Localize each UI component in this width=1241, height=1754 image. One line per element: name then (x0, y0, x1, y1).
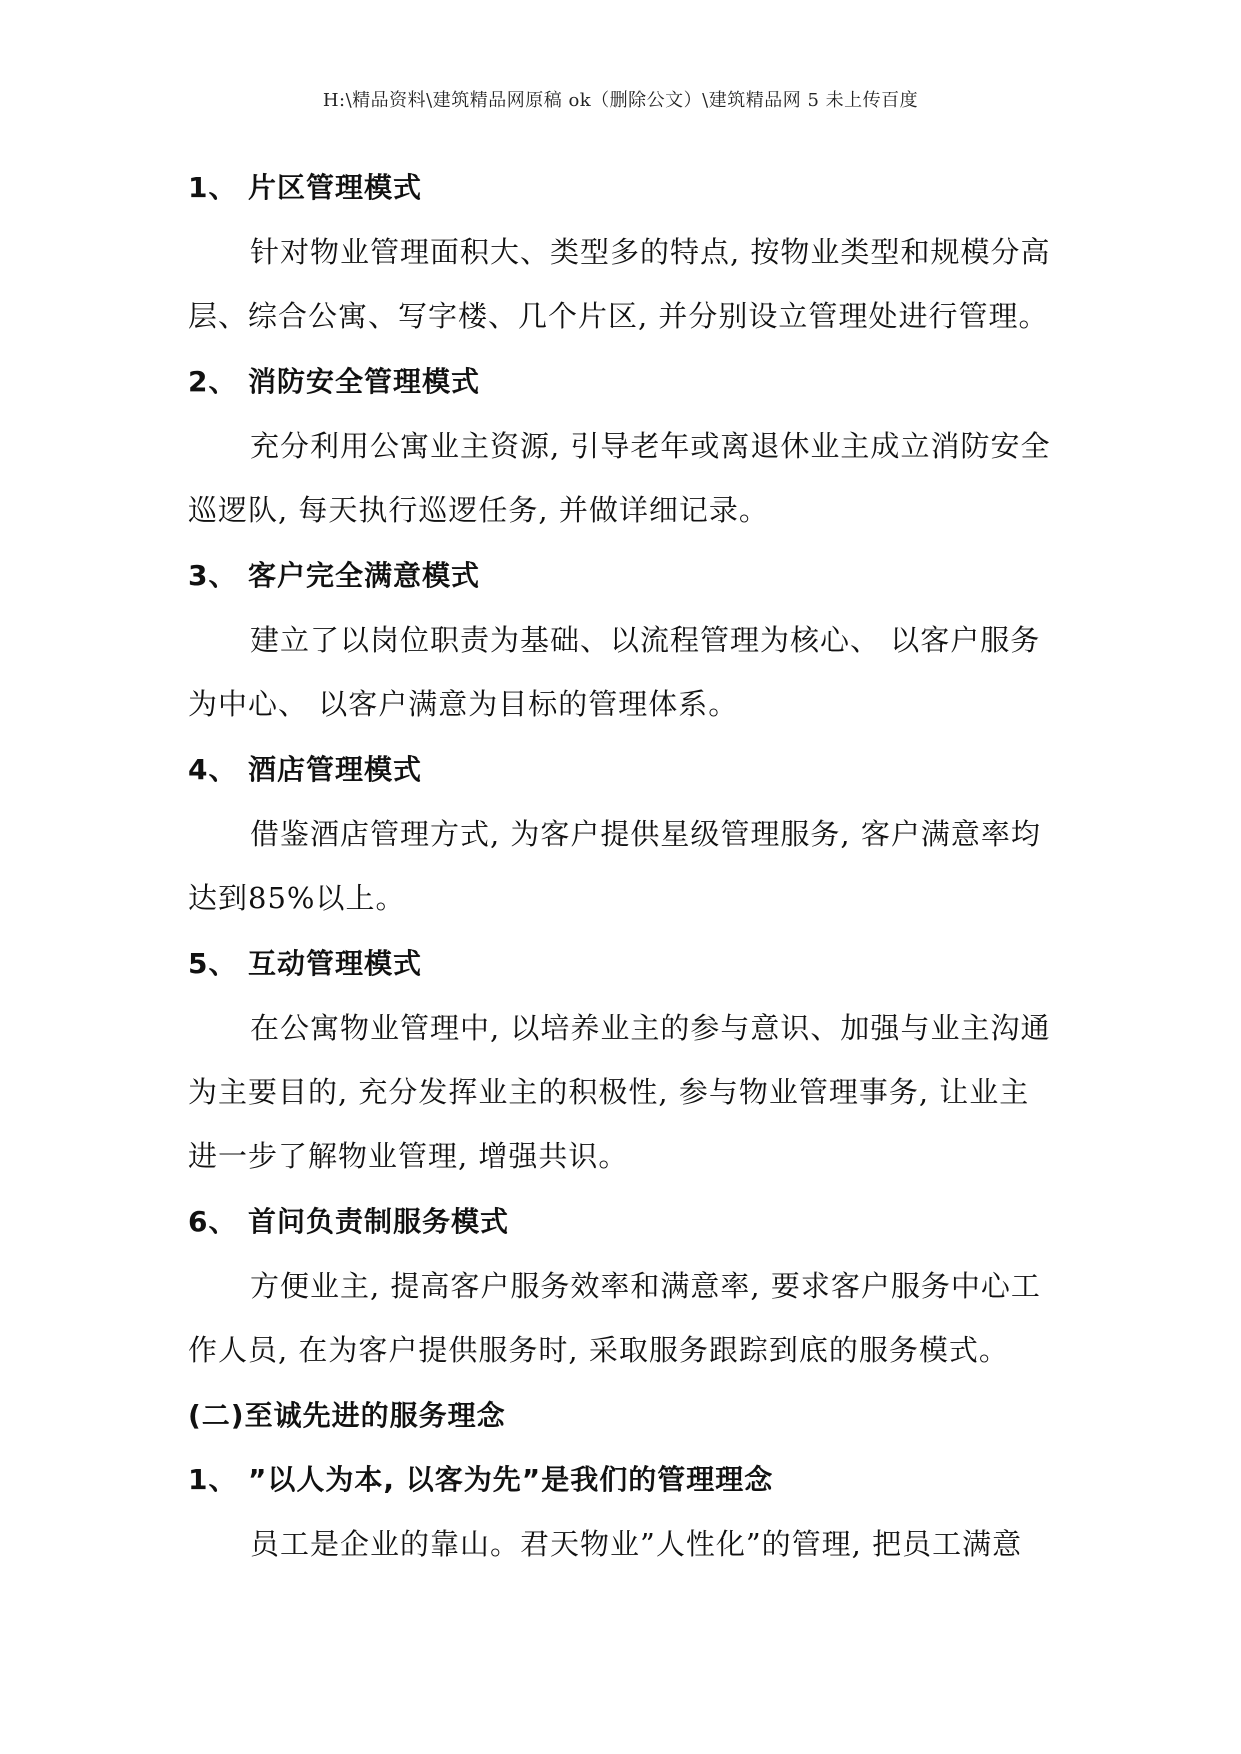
section-5-heading (188, 942, 422, 982)
section-4-heading (188, 748, 422, 788)
part-two-heading: (二)至诚先进的服务理念 (188, 1399, 506, 1432)
section-1-heading (188, 166, 422, 206)
section-4-text-line-1: 借鉴酒店管理方式, 为客户提供星级管理服务, 客户满意率均 (250, 817, 1041, 851)
section-5-title: 互动管理模式 (248, 947, 423, 980)
section-4-number: 4、 (188, 753, 238, 786)
section-2-heading (188, 360, 480, 400)
section-6-title: 首问负责制服务模式 (248, 1205, 510, 1238)
section-5-text-line-3: 进一步了解物业管理, 增强共识。 (188, 1139, 629, 1173)
section-5-text-line-1: 在公寓物业管理中, 以培养业主的参与意识、加强与业主沟通 (250, 1011, 1051, 1045)
section-2-title: 消防安全管理模式 (248, 365, 481, 398)
section-2-text-line-1: 充分利用公寓业主资源, 引导老年或离退休业主成立消防安全 (250, 429, 1051, 463)
section-3-text-line-1: 建立了以岗位职责为基础、以流程管理为核心、 以客户服务 (250, 623, 1041, 657)
section-3-number: 3、 (188, 559, 238, 592)
section-2-text-line-2: 巡逻队, 每天执行巡逻任务, 并做详细记录。 (188, 493, 769, 527)
section-6-heading (188, 1200, 509, 1240)
file-path-header: H:\精品资料\建筑精品网原稿 ok（删除公文）\建筑精品网 5 未上传百度 (322, 90, 919, 111)
section-4-title: 酒店管理模式 (248, 753, 423, 786)
part-two-item-1-heading (188, 1458, 773, 1498)
section-6-text-line-2: 作人员, 在为客户提供服务时, 采取服务跟踪到底的服务模式。 (188, 1333, 1009, 1367)
section-3-text-line-2: 为中心、 以客户满意为目标的管理体系。 (188, 687, 739, 721)
section-1-text-line-2: 层、综合公寓、写字楼、几个片区, 并分别设立管理处进行管理。 (188, 299, 1049, 333)
part-two-text-line-1: 员工是企业的靠山。君天物业”人性化”的管理, 把员工满意 (250, 1527, 1023, 1561)
section-6-text-line-1: 方便业主, 提高客户服务效率和满意率, 要求客户服务中心工 (250, 1269, 1041, 1303)
section-5-text-line-2: 为主要目的, 充分发挥业主的积极性, 参与物业管理事务, 让业主 (188, 1075, 1030, 1109)
section-3-heading (188, 554, 480, 594)
section-3-title: 客户完全满意模式 (248, 559, 481, 592)
section-4-text-line-2: 达到85%以上。 (188, 881, 406, 915)
part-two-item-1-number: 1、 (188, 1463, 238, 1496)
part-two-item-1-title: ”以人为本, 以客为先”是我们的管理理念 (248, 1463, 774, 1496)
section-6-number: 6、 (188, 1205, 238, 1238)
section-1-number: 1、 (188, 171, 238, 204)
section-1-text-line-1: 针对物业管理面积大、类型多的特点, 按物业类型和规模分高 (250, 235, 1051, 269)
section-5-number: 5、 (188, 947, 238, 980)
section-1-title: 片区管理模式 (248, 171, 423, 204)
section-2-number: 2、 (188, 365, 238, 398)
